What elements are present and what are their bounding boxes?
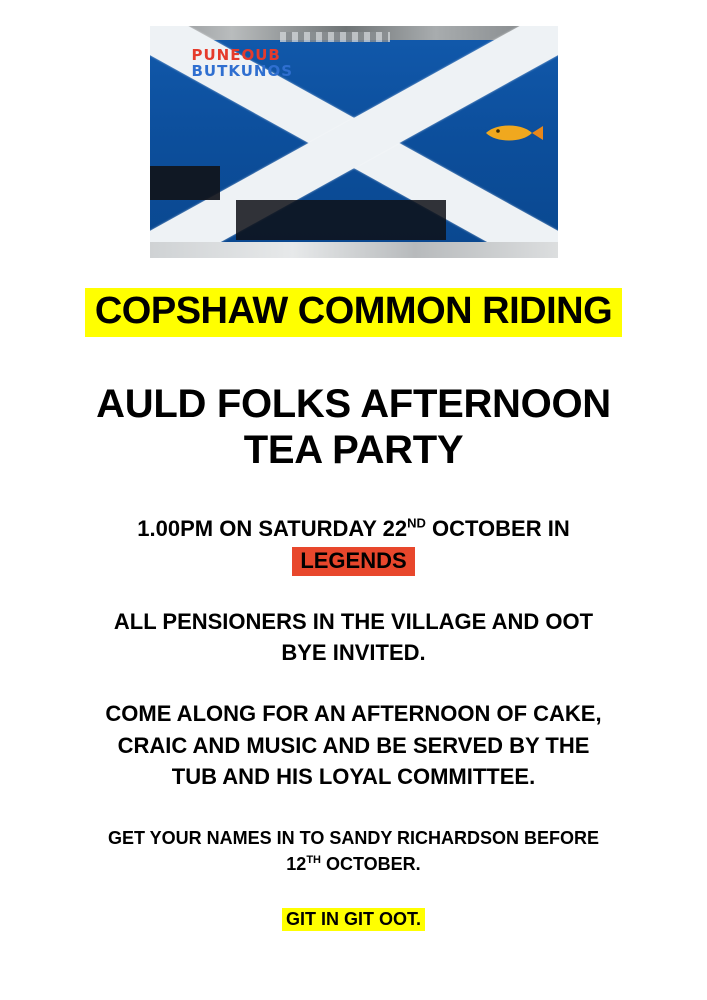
headline-line-1: AULD FOLKS AFTERNOON: [96, 381, 611, 426]
rsvp-line-1: GET YOUR NAMES IN TO SANDY RICHARDSON BEFORE: [107, 828, 600, 849]
invitation-line-2: BYE INVITED.: [281, 640, 426, 666]
event-title: COPSHAW COMMON RIDING: [94, 290, 613, 332]
venue-name: LEGENDS: [292, 547, 414, 576]
rsvp-line-2: [34, 852, 674, 878]
photo-bottom-strip: [150, 242, 558, 258]
banner-letters-line-1: PUNEOUB: [191, 46, 281, 64]
banner-letters: [192, 48, 382, 80]
photo-dark-patch-left: [150, 166, 220, 200]
saltire-flag-photo: [150, 26, 558, 258]
bunting-decoration: [280, 32, 390, 42]
body-line-1: COME ALONG FOR AN AFTERNOON OF CAKE,: [105, 701, 602, 727]
date-time-line: [137, 513, 569, 544]
venue-line: [137, 545, 569, 576]
event-title-highlight: [85, 288, 622, 337]
date-time-venue: [137, 513, 569, 576]
body-line-3: TUB AND HIS LOYAL COMMITTEE.: [171, 763, 536, 789]
rsvp-date-suffix: OCTOBER.: [321, 853, 421, 874]
body-paragraph: [34, 698, 674, 792]
date-time-prefix: 1.00PM ON SATURDAY 22: [137, 516, 408, 542]
fish-decoration-icon: [482, 122, 544, 144]
rsvp-paragraph: [34, 826, 674, 877]
date-time-suffix: OCTOBER IN: [425, 516, 570, 542]
closing-text: GIT IN GIT OOT.: [282, 908, 425, 931]
rsvp-date-ordinal: TH: [306, 853, 321, 866]
body-line-2: CRAIC AND MUSIC AND BE SERVED BY THE: [117, 732, 590, 758]
headline-line-2: TEA PARTY: [243, 427, 464, 472]
invitation-line-1: ALL PENSIONERS IN THE VILLAGE AND OOT: [113, 608, 594, 634]
banner-letters-line-2: BUTKUNOS: [191, 61, 293, 80]
invitation-paragraph: [34, 606, 674, 668]
headline: [96, 381, 611, 474]
closing-line: [282, 909, 425, 930]
date-ordinal-suffix: ND: [407, 516, 426, 531]
photo-dark-patch-bottom: [236, 200, 446, 240]
rsvp-date-number: 12: [286, 853, 307, 874]
